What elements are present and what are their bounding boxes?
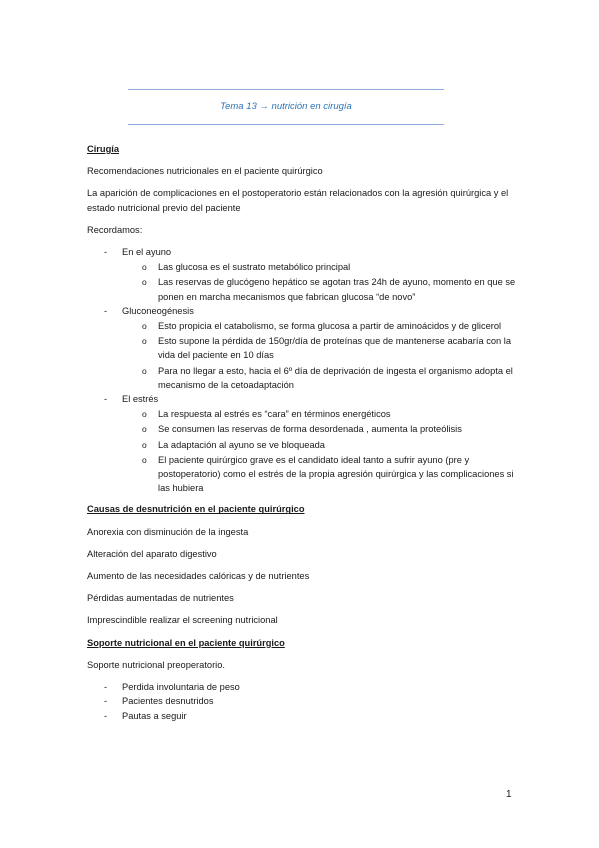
document-body (87, 142, 517, 723)
list-item-label: El estrés (122, 394, 159, 405)
list-item (87, 392, 517, 495)
section-heading-cirugia: Cirugía (87, 144, 120, 154)
paragraph: Soporte nutricional preoperatorio. (87, 659, 225, 670)
sub-list-text: Las reservas de glucógeno hepático se agotan tras 24h de ayuno, momento en que se ponen en marcha mecanismos que fabrican glucosa “de novo” (158, 277, 516, 302)
list-item (87, 709, 517, 723)
document-title: Tema 13 → nutrición en cirugía (220, 101, 352, 112)
dash-marker: - (104, 696, 108, 707)
header-bottom-rule (128, 124, 444, 125)
dash-marker: - (104, 305, 108, 316)
list-item (87, 245, 517, 304)
sub-list-item (87, 407, 517, 421)
sub-list-item (87, 438, 517, 452)
circle-marker: o (142, 321, 147, 332)
sub-list-item (87, 260, 517, 274)
list-item (87, 680, 517, 694)
sub-list-text: La adaptación al ayuno se ve bloqueada (158, 439, 325, 450)
sub-list-text: El paciente quirúrgico grave es el candidato ideal tanto a sufrir ayuno (pre y postoperatorio) como el estrés de la propia agresión quirúrgica y las complicaciones si las hubiera (158, 454, 514, 494)
sub-list-text: Esto supone la pérdida de 150gr/día de proteínas que de mantenerse acabaría con la vida del paciente en 10 días (158, 336, 512, 361)
circle-marker: o (142, 262, 147, 273)
section-heading-soporte: Soporte nutricional en el paciente quirúrgico (87, 637, 285, 648)
dash-marker: - (104, 247, 108, 258)
sub-list-text: Esto propicia el catabolismo, se forma glucosa a partir de aminoácidos y de glicerol (158, 321, 502, 332)
sub-list-item (87, 275, 517, 303)
sub-list (87, 407, 517, 495)
list-item-label: Perdida involuntaria de peso (122, 682, 240, 693)
list-item-label: Pacientes desnutridos (122, 696, 214, 707)
list-item-label: En el ayuno (122, 247, 172, 258)
sub-list-item (87, 422, 517, 436)
sub-list-text: La respuesta al estrés es “cara” en términos energéticos (158, 409, 391, 420)
circle-marker: o (142, 409, 147, 420)
list-item-label: Pautas a seguir (122, 710, 187, 721)
page-number: 1 (506, 789, 512, 800)
paragraph: Aumento de las necesidades calóricas y de nutrientes (87, 571, 310, 582)
sub-list (87, 260, 517, 304)
paragraph: La aparición de complicaciones en el postoperatorio están relacionados con la agresión quirúrgica y el estado nutricional previo del paciente (87, 188, 509, 213)
section-heading-causas: Causas de desnutrición en el paciente quirúrgico (87, 504, 305, 515)
circle-marker: o (142, 365, 147, 376)
sub-list-text: Se consumen las reservas de forma desordenada , aumenta la proteólisis (158, 424, 462, 435)
sub-list-item (87, 453, 517, 496)
sub-list-text: Las glucosa es el sustrato metabólico principal (158, 262, 351, 273)
sub-list-text: Para no llegar a esto, hacia el 6º día de deprivación de ingesta el organismo adopta el mecanismo de la cetoadaptación (158, 365, 513, 390)
paragraph: Recomendaciones nutricionales en el paciente quirúrgico (87, 166, 323, 177)
dash-marker: - (104, 394, 108, 405)
circle-marker: o (142, 336, 147, 347)
sub-list-item (87, 364, 517, 392)
list-item-label: Gluconeogénesis (122, 305, 194, 316)
paragraph: Anorexia con disminución de la ingesta (87, 526, 249, 537)
paragraph: Alteración del aparato digestivo (87, 548, 217, 559)
circle-marker: o (142, 439, 147, 450)
dash-marker: - (104, 682, 108, 693)
sub-list (87, 319, 517, 392)
paragraph: Imprescindible realizar el screening nutricional (87, 615, 278, 626)
sub-list-item (87, 319, 517, 333)
bullet-list (87, 680, 517, 723)
dash-marker: - (104, 710, 108, 721)
bullet-list (87, 245, 517, 495)
paragraph: Pérdidas aumentadas de nutrientes (87, 593, 234, 604)
sub-list-item (87, 334, 517, 362)
list-item (87, 304, 517, 392)
header-top-rule (128, 89, 444, 90)
circle-marker: o (142, 454, 147, 465)
paragraph: Recordamos: (87, 224, 143, 235)
circle-marker: o (142, 424, 147, 435)
circle-marker: o (142, 277, 147, 288)
list-item (87, 694, 517, 708)
